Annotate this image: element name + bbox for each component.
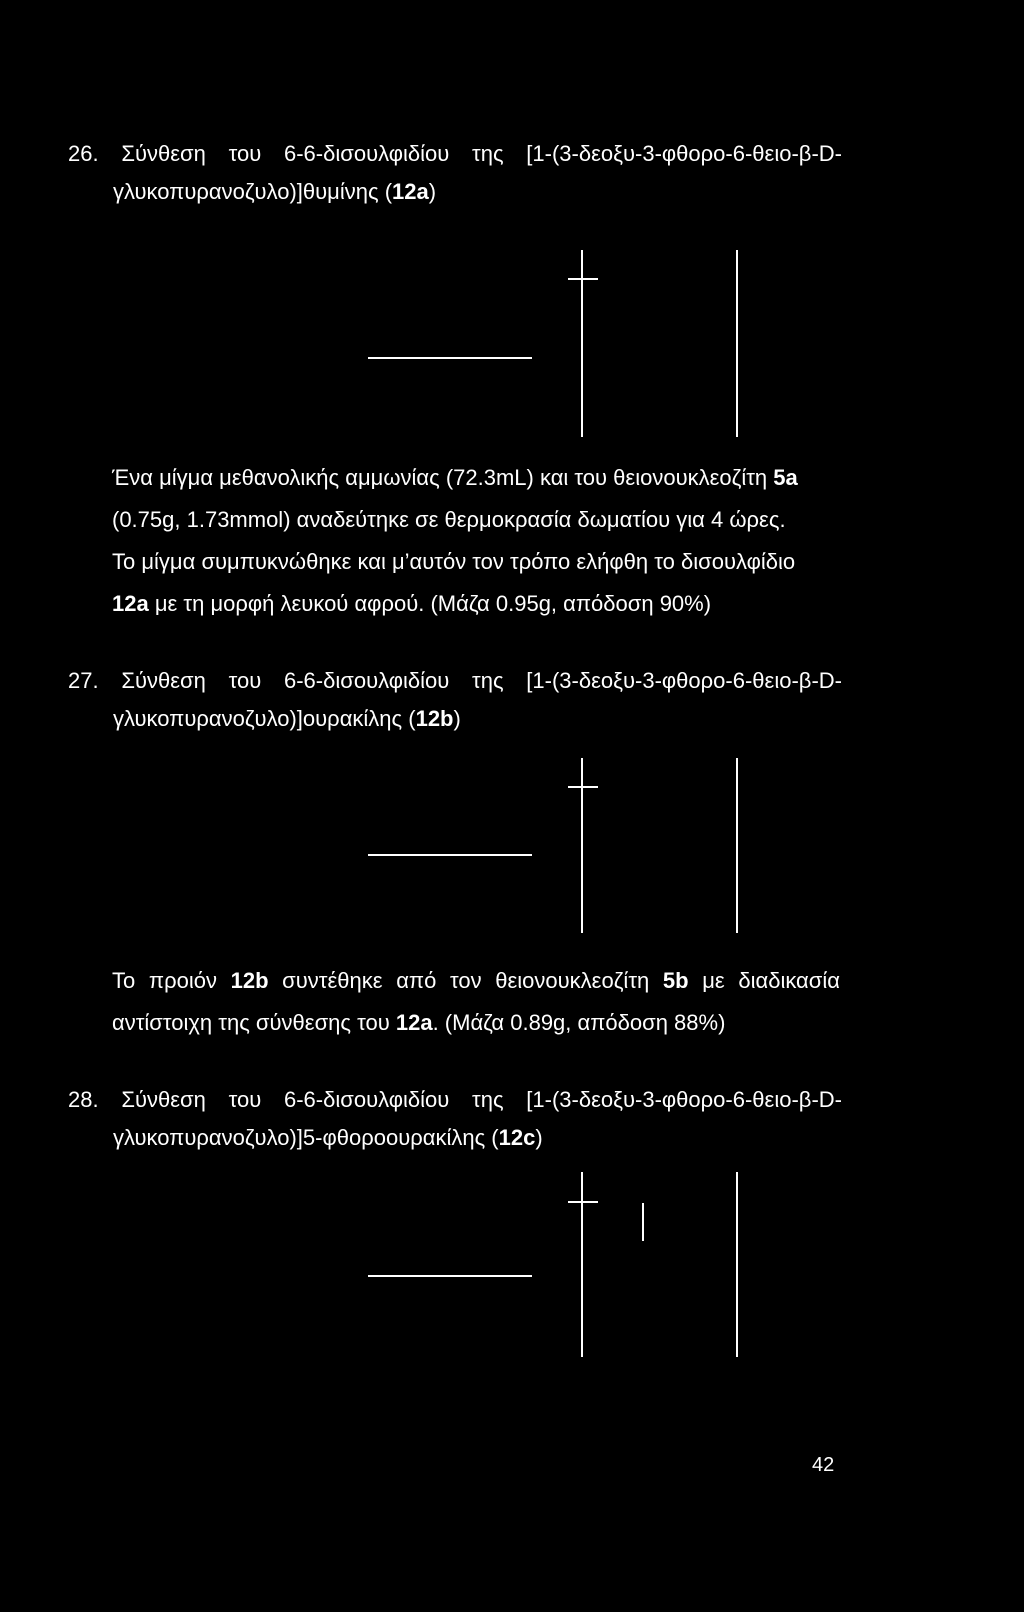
heading-word: [1-(3-δεοξυ-3-φθορο-6-θειο-β-D-	[526, 141, 842, 166]
heading-word: 6-6-δισουλφιδίου	[284, 141, 450, 166]
compound-label: 12b	[230, 968, 269, 993]
compound-label: 12b	[415, 706, 454, 731]
compound-label: 12a	[112, 591, 149, 616]
page-number: 42	[812, 1454, 835, 1476]
heading-word: 6-6-δισουλφιδίου	[284, 668, 450, 693]
heading-word: [1-(3-δεοξυ-3-φθορο-6-θειο-β-D-	[526, 668, 842, 693]
section-27-heading	[68, 668, 842, 732]
paragraph-line: 12a με τη μορφή λευκού αφρού. (Μάζα 0.95g, απόδοση 90%)	[112, 591, 712, 616]
compound-label: 12a	[395, 1010, 433, 1035]
heading-word: του	[228, 141, 262, 166]
paragraph-line: (0.75g, 1.73mmol) αναδεύτηκε σε θερμοκρασία δωματίου για 4 ώρες.	[112, 507, 786, 532]
section-number: 26.	[68, 141, 99, 166]
heading-word: της	[472, 1087, 504, 1112]
heading-word: [1-(3-δεοξυ-3-φθορο-6-θειο-β-D-	[526, 1087, 842, 1112]
section-26-paragraph	[112, 465, 798, 633]
heading-word: 6-6-δισουλφιδίου	[284, 1087, 450, 1112]
section-27-paragraph	[112, 968, 840, 1052]
compound-label: 5a	[773, 465, 798, 490]
heading-line-2: γλυκοπυρανοζυλο)]θυμίνης (12a)	[113, 179, 437, 204]
heading-word: Σύνθεση	[121, 1087, 206, 1112]
heading-line-2: γλυκοπυρανοζυλο)]ουρακίλης (12b)	[113, 706, 461, 731]
section-26-heading	[68, 141, 842, 205]
heading-word: της	[472, 668, 504, 693]
paragraph-line: Το μίγμα συμπυκνώθηκε και μ’αυτόν τον τρόπο ελήφθη το δισουλφίδιο	[112, 549, 796, 574]
paragraph-line: Ένα μίγμα μεθανολικής αμμωνίας (72.3mL) και του θειονουκλεοζίτη 5a	[112, 465, 798, 490]
heading-line-2: γλυκοπυρανοζυλο)]5-φθοροουρακίλης (12c)	[113, 1125, 543, 1150]
compound-label: 12a	[392, 179, 429, 204]
compound-label: 12c	[498, 1125, 536, 1150]
section-28-heading	[68, 1087, 842, 1151]
heading-word: της	[472, 141, 504, 166]
paragraph-line: αντίστοιχη της σύνθεσης του 12a. (Μάζα 0.89g, απόδοση 88%)	[112, 1010, 726, 1035]
section-number: 28.	[68, 1087, 99, 1112]
heading-word: Σύνθεση	[121, 141, 206, 166]
section-number: 27.	[68, 668, 99, 693]
heading-word: Σύνθεση	[121, 668, 206, 693]
heading-word: του	[228, 1087, 262, 1112]
compound-label: 5b	[662, 968, 689, 993]
heading-word: του	[228, 668, 262, 693]
paragraph-line: Το προιόν 12b συντέθηκε από τον θειονουκλεοζίτη 5b με διαδικασία	[112, 968, 840, 1010]
